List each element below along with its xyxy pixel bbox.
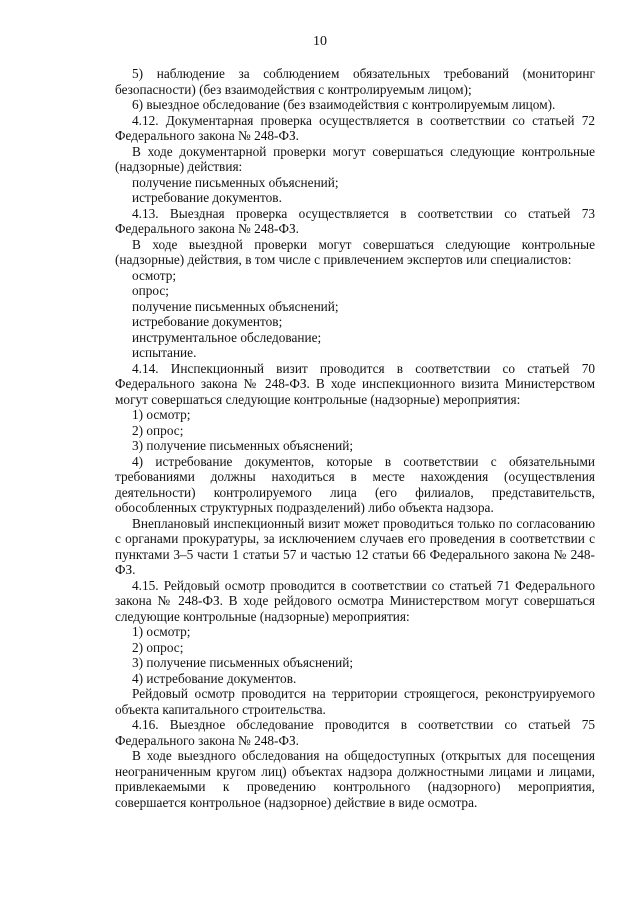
paragraph: 4.15. Рейдовый осмотр проводится в соответствии со статьей 71 Федерального закона № 248-ФЗ. В ходе рейдового осмотра Министерством могут совершаться следующие контрольные (надзорные) мероприятия: [115,577,595,624]
paragraph: Внеплановый инспекционный визит может проводиться только по согласованию с органами прокуратуры, за исключением случаев его проведения в соответствии с пунктами 3–5 части 1 статьи 57 и частью 12 статьи 66 Федерального закона № 248-ФЗ. [115,515,595,577]
paragraph: В ходе документарной проверки могут совершаться следующие контрольные (надзорные) действия: [115,143,595,174]
paragraph: истребование документов; [132,314,283,329]
paragraph: 4.13. Выездная проверка осуществляется в соответствии со статьей 73 Федерального закона № 248-ФЗ. [115,205,595,236]
page-number: 10 [313,34,327,49]
paragraph: 1) осмотр; [132,624,191,639]
paragraph: 3) получение письменных объяснений; [132,438,354,453]
paragraph: осмотр; [132,267,177,283]
paragraph: истребование документов. [132,190,282,205]
paragraph: 6) выездное обследование (без взаимодействия с контролируемым лицом). [132,97,556,112]
paragraph: 2) опрос; [132,639,184,655]
paragraph: В ходе выездной проверки могут совершаться следующие контрольные (надзорные) действия, в том числе с привлечением экспертов или специалистов: [115,236,595,267]
paragraph: опрос; [132,283,169,298]
paragraph: 4) истребование документов. [132,670,297,686]
document-body [115,66,595,810]
paragraph: 2) опрос; [132,422,184,438]
paragraph: 5) наблюдение за соблюдением обязательных требований (мониторинг безопасности) (без взаимодействия с контролируемым лицом); [115,66,595,97]
paragraph: Рейдовый осмотр проводится на территории строящегося, реконструируемого объекта капитального строительства. [115,686,595,717]
paragraph: 3) получение письменных объяснений; [132,655,354,670]
paragraph: 4.12. Документарная проверка осуществляется в соответствии со статьей 72 Федерального закона № 248-ФЗ. [115,112,595,143]
paragraph: инструментальное обследование; [132,329,322,345]
paragraph: 4) истребование документов, которые в соответствии с обязательными требованиями должны находиться в месте нахождения (осуществления деятельности) контролируемого лица (его филиалов, представительств, обособленных структурных подразделений) либо объекта надзора. [115,453,595,515]
paragraph: В ходе выездного обследования на общедоступных (открытых для посещения неограниченным кругом лиц) объектах надзора должностными лицами и лицами, привлекаемыми к проведению контрольного (надзорного) мероприятия, совершается контрольное (надзорное) действие в виде осмотра. [115,748,595,810]
paragraph: 4.16. Выездное обследование проводится в соответствии со статьей 75 Федерального закона № 248-ФЗ. [115,717,595,748]
paragraph: получение письменных объяснений; [132,174,339,190]
paragraph: 4.14. Инспекционный визит проводится в соответствии со статьей 70 Федерального закона № 248-ФЗ. В ходе инспекционного визита Министерством могут совершаться следующие контрольные (надзорные) мероприятия: [115,360,595,407]
paragraph: получение письменных объяснений; [132,298,339,314]
paragraph: 1) осмотр; [132,407,191,422]
paragraph: испытание. [132,345,197,360]
